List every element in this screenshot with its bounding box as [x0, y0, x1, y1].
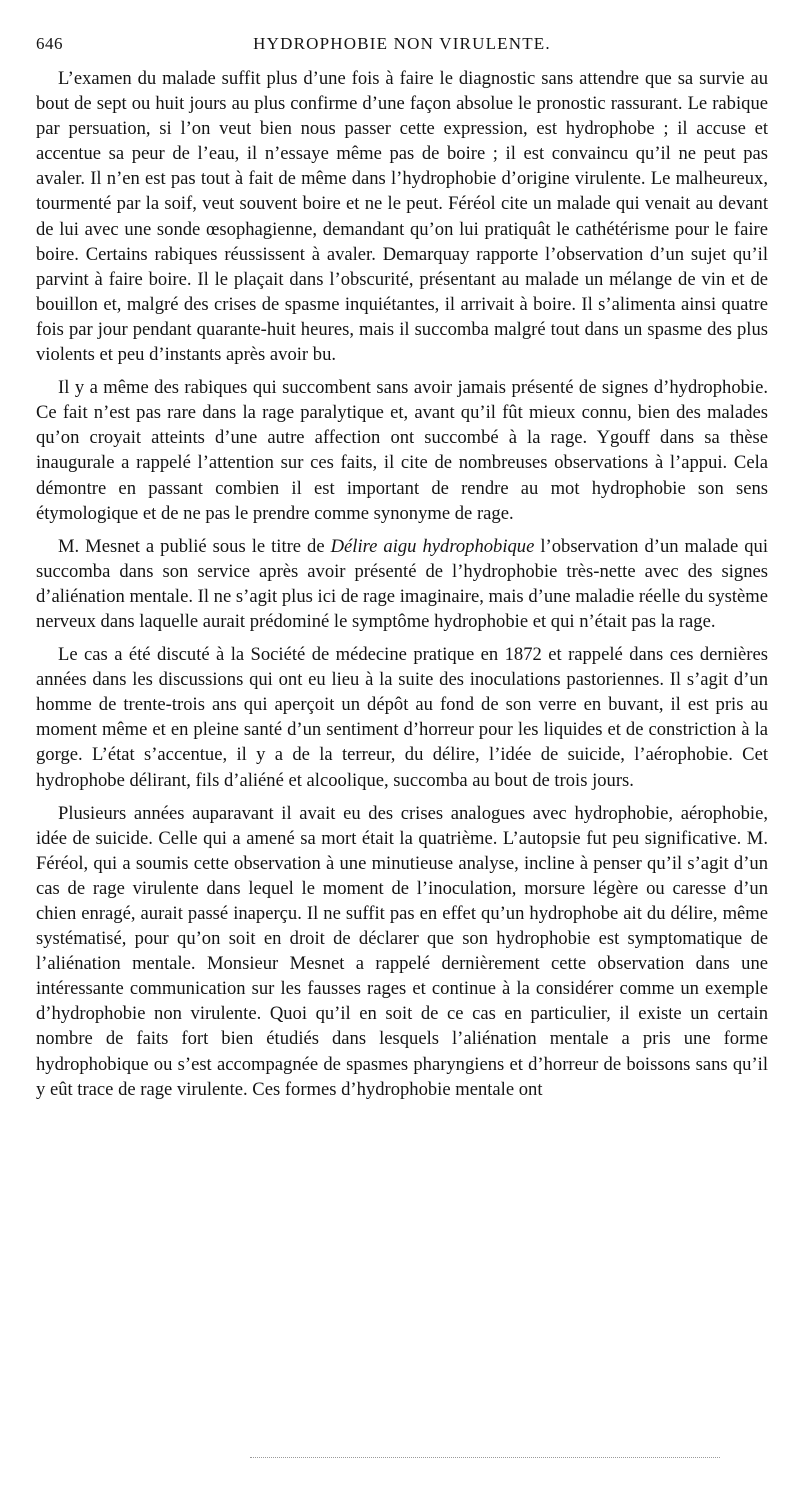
page-number: 646 — [36, 34, 63, 53]
paragraph-1: L’examen du malade suffit plus d’une fois à faire le diagnostic sans attendre que sa survie au bout de sept ou huit jours au plus confirme d’une façon absolue le pronostic rassurant. Le rabique par persuation, si l’on veut bien nous passer cette expression, est hydrophobe ; il accuse et accentue sa peur de l’eau, il n’essaye même pas de boire ; il est convaincu qu’il ne peut pas avaler. Il n’en est pas tout à fait de même dans l’hydrophobie d’origine virulente. Le malheureux, tourmenté par la soif, veut souvent boire et ne le peut. Féréol cite un malade qui venait au devant de lui avec une sonde œsophagienne, demandant qu’on lui pratiquât le cathétérisme pour le faire boire. Certains rabiques réussissent à avaler. Demarquay rapporte l’observation d’un sujet qu’il parvint à faire boire. Il le plaçait dans l’obscurité, présentant au malade un mélange de vin et de bouillon et, malgré des crises de spasme inquiétantes, il arrivait à boire. Il s’alimenta ainsi quatre fois par jour pendant quarante-huit heures, mais il succomba malgré tout dans un spasme des plus violents et peu d’instants après avoir bu. — [36, 68, 768, 366]
footer-dotted-rule — [250, 1457, 720, 1458]
paragraph-2: Il y a même des rabiques qui succombent sans avoir jamais présenté de signes d’hydrophobie. Ce fait n’est pas rare dans la rage paralytique et, avant qu’il fût mieux connu, bien des malades qu’on croyait atteints d’une autre affection ont succombé à la rage. Ygouff dans sa thèse inaugurale a rappelé l’attention sur ces faits, il cite de nombreuses observations à l’appui. Cela démontre en passant combien il est important de rendre au mot hydrophobie son sens étymologique et de ne pas le prendre comme synonyme de rage. — [36, 377, 768, 524]
running-header — [36, 30, 768, 60]
paragraph-3 — [36, 534, 768, 634]
paragraph-3-rest: l’observation d’un malade qui succomba dans son service après avoir présenté de l’hydrophobie très-nette avec des signes d’aliénation mentale. Il ne s’agit plus ici de rage imaginaire, mais d’une maladie réelle du système nerveux dans laquelle aurait prédominé le symptôme hydrophobie et qui n’était pas la rage. — [36, 535, 768, 632]
paragraph-4: Le cas a été discuté à la Société de médecine pratique en 1872 et rappelé dans ces dernières années dans les discussions qui ont eu lieu à la suite des inoculations pastoriennes. Il s’agit d’un homme de trente-trois ans qui aperçoit un dépôt au fond de son verre en buvant, il est pris au moment même et en pleine santé d’un sentiment d’horreur pour les liquides et de constriction à la gorge. L’état s’accentue, il y a de la terreur, du délire, l’idée de suicide, l’aérophobie. Cet hydrophobe délirant, fils d’aliéné et alcoolique, succomba au bout de trois jours. — [36, 644, 768, 791]
paragraph-3-lead: M. Mesnet a publié sous le titre de — [58, 535, 331, 557]
body-text — [36, 66, 768, 1102]
book-page — [36, 30, 768, 1110]
running-title: HYDROPHOBIE NON VIRULENTE. — [253, 34, 551, 53]
italic-work-title: Délire aigu hydrophobique — [330, 535, 535, 557]
paragraph-5: Plusieurs années auparavant il avait eu des crises analogues avec hydrophobie, aérophobie, idée de suicide. Celle qui a amené sa mort était la quatrième. L’autopsie fut peu significative. M. Féréol, qui a soumis cette observation à une minutieuse analyse, incline à penser qu’il s’agit d’un cas de rage virulente dans lequel le moment de l’inoculation, morsure légère ou caresse d’un chien enragé, aurait passé inaperçu. Il ne suffit pas en effet qu’un hydrophobe ait du délire, même systématisé, pour qu’on soit en droit de déclarer que son hydrophobie est symptomatique de l’aliénation mentale. Monsieur Mesnet a rappelé dernièrement cette observation dans une intéressante communication sur les fausses rages et continue à la considérer comme un exemple d’hydrophobie non virulente. Quoi qu’il en soit de ce cas en particulier, il existe un certain nombre de faits fort bien étudiés dans lesquels l’aliénation mentale a pris une forme hydrophobique ou s’est accompagnée de spasmes pharyngiens et d’horreur de boissons sans qu’il y eût trace de rage virulente. Ces formes d’hydrophobie mentale ont — [36, 802, 768, 1100]
